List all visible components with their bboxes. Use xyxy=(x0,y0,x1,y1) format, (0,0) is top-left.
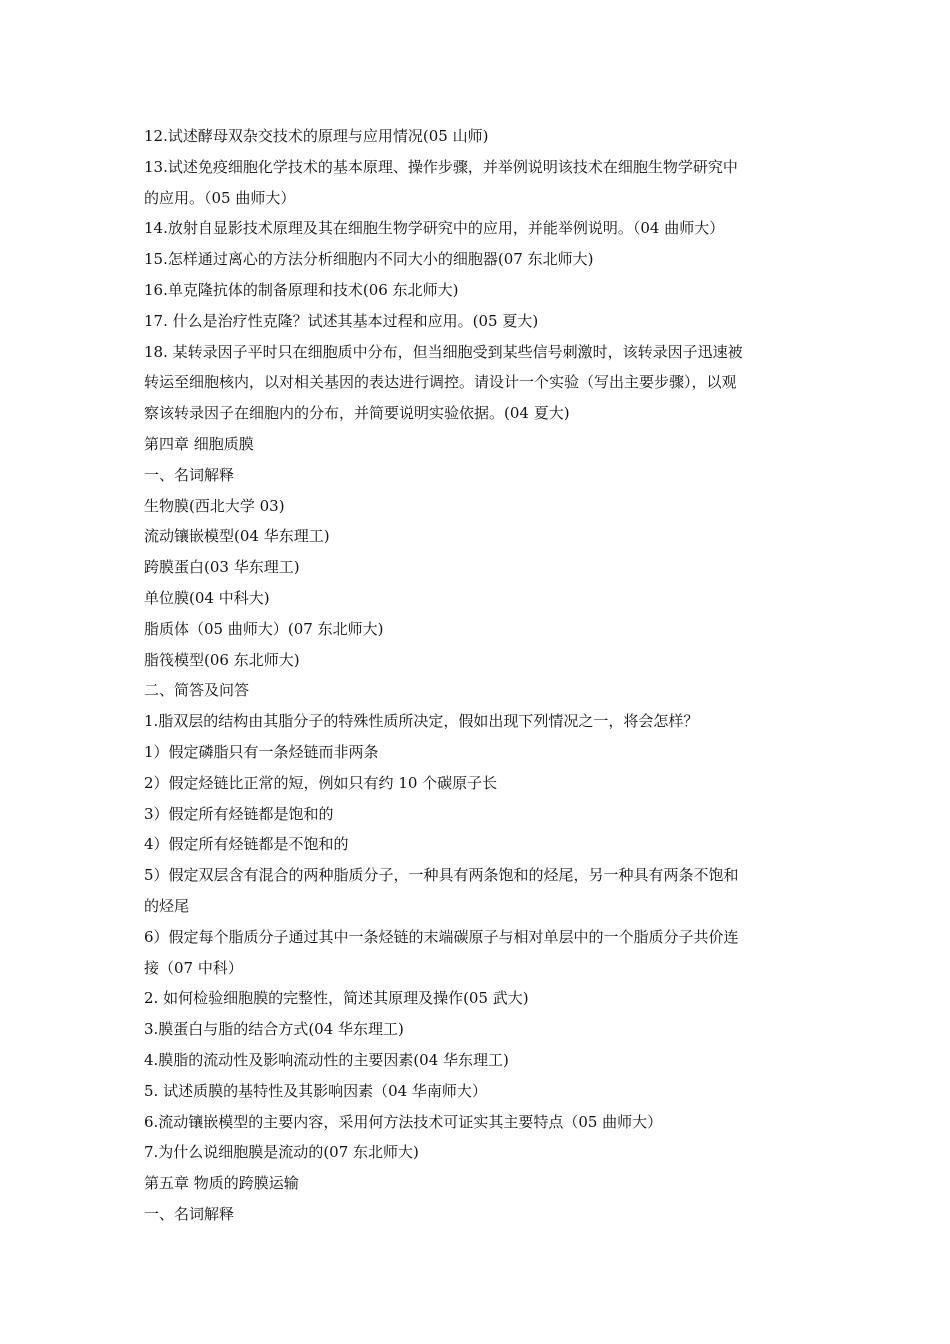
section-heading: 二、简答及问答 xyxy=(144,681,250,700)
term-item: 脂质体（05 曲师大）(07 东北师大) xyxy=(144,619,384,638)
question-15: 15.怎样通过离心的方法分析细胞内不同大小的细胞器(07 东北师大) xyxy=(144,250,594,269)
term-item: 流动镶嵌模型(04 华东理工) xyxy=(144,527,330,546)
question-13-cont: 的应用。（05 曲师大） xyxy=(144,188,296,207)
question-18-cont-2: 察该转录因子在细胞内的分布，并简要说明实验依据。(04 夏大) xyxy=(144,404,570,423)
question-item: 5. 试述质膜的基特性及其影响因素（04 华南师大） xyxy=(144,1081,487,1100)
question-17: 17. 什么是治疗性克隆？试述其基本过程和应用。(05 夏大) xyxy=(144,311,539,330)
sub-item: 6）假定每个脂质分子通过其中一条烃链的末端碳原子与相对单层中的一个脂质分子共价连 xyxy=(144,927,739,946)
question-16: 16.单克隆抗体的制备原理和技术(06 东北师大) xyxy=(144,280,459,299)
question-item: 1.脂双层的结构由其脂分子的特殊性质所决定，假如出现下列情况之一，将会怎样？ xyxy=(144,712,699,731)
question-item: 4.膜脂的流动性及影响流动性的主要因素(04 华东理工) xyxy=(144,1050,509,1069)
section-heading: 一、名词解释 xyxy=(144,465,235,484)
question-item: 2. 如何检验细胞膜的完整性，简述其原理及操作(05 武大) xyxy=(144,989,529,1008)
sub-item: 5）假定双层含有混合的两种脂质分子，一种具有两条饱和的烃尾，另一种具有两条不饱和 xyxy=(144,866,739,885)
sub-item: 4）假定所有烃链都是不饱和的 xyxy=(144,835,349,854)
sub-item-cont: 的烃尾 xyxy=(144,896,190,915)
sub-item: 3）假定所有烃链都是饱和的 xyxy=(144,804,334,823)
question-item: 6.流动镶嵌模型的主要内容，采用何方法技术可证实其主要特点（05 曲师大） xyxy=(144,1112,663,1131)
section-heading: 一、名词解释 xyxy=(144,1204,235,1223)
question-item: 3.膜蛋白与脂的结合方式(04 华东理工) xyxy=(144,1020,404,1039)
question-13: 13.试述免疫细胞化学技术的基本原理、操作步骤，并举例说明该技术在细胞生物学研究中 xyxy=(144,157,738,176)
term-item: 生物膜(西北大学 03) xyxy=(144,496,285,515)
term-item: 跨膜蛋白(03 华东理工) xyxy=(144,558,300,577)
question-18: 18. 某转录因子平时只在细胞质中分布，但当细胞受到某些信号刺激时，该转录因子迅速被 xyxy=(144,342,743,361)
term-item: 单位膜(04 中科大) xyxy=(144,588,270,607)
question-item: 7.为什么说细胞膜是流动的(07 东北师大) xyxy=(144,1143,419,1162)
chapter-heading: 第五章 物质的跨膜运输 xyxy=(144,1174,299,1193)
question-18-cont-1: 转运至细胞核内，以对相关基因的表达进行调控。请设计一个实验（写出主要步骤），以观 xyxy=(144,373,737,392)
question-12: 12.试述酵母双杂交技术的原理与应用情况(05 山师) xyxy=(144,127,489,145)
sub-item: 1）假定磷脂只有一条烃链而非两条 xyxy=(144,742,379,761)
chapter-heading: 第四章 细胞质膜 xyxy=(144,434,254,453)
sub-item: 2）假定烃链比正常的短，例如只有约 10 个碳原子长 xyxy=(144,773,498,792)
term-item: 脂筏模型(06 东北师大) xyxy=(144,650,300,669)
question-14: 14.放射自显影技术原理及其在细胞生物学研究中的应用，并能举例说明。（04 曲师大） xyxy=(144,219,725,238)
document-body xyxy=(144,121,812,1230)
sub-item-cont: 接（07 中科） xyxy=(144,958,243,977)
